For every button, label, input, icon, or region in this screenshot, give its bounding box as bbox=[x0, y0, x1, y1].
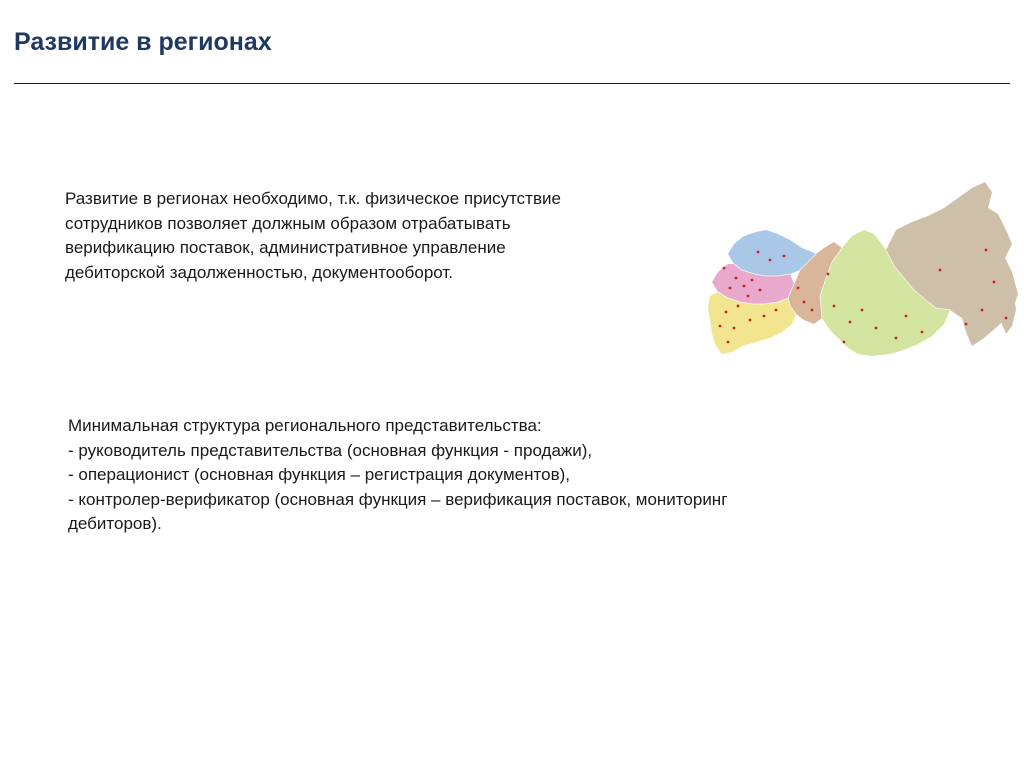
map-region-kamchatka bbox=[1000, 290, 1016, 334]
intro-line: дебиторской задолженностью, документооборот. bbox=[65, 262, 453, 282]
title-divider bbox=[14, 83, 1010, 84]
structure-line: Минимальная структура регионального представительства: bbox=[68, 416, 542, 435]
intro-line: Развитие в регионах необходимо, т.к. физическое присутствие bbox=[65, 189, 561, 208]
intro-paragraph bbox=[65, 187, 665, 285]
intro-line: сотрудников позволяет должным образом отрабатывать bbox=[65, 213, 511, 233]
russia-regions-map-image bbox=[700, 178, 1022, 362]
intro-line: верификацию поставок, административное управление bbox=[65, 238, 506, 257]
slide-title: Развитие в регионах bbox=[14, 28, 272, 56]
structure-line: - операционист (основная функция – регистрация документов), bbox=[68, 465, 570, 484]
structure-line: - руководитель представительства (основная функция - продажи), bbox=[68, 440, 593, 460]
structure-line: - контролер-верификатор (основная функция – верификация поставок, мониторинг bbox=[68, 489, 728, 509]
structure-paragraph bbox=[68, 414, 898, 537]
structure-line: дебиторов). bbox=[68, 514, 162, 533]
